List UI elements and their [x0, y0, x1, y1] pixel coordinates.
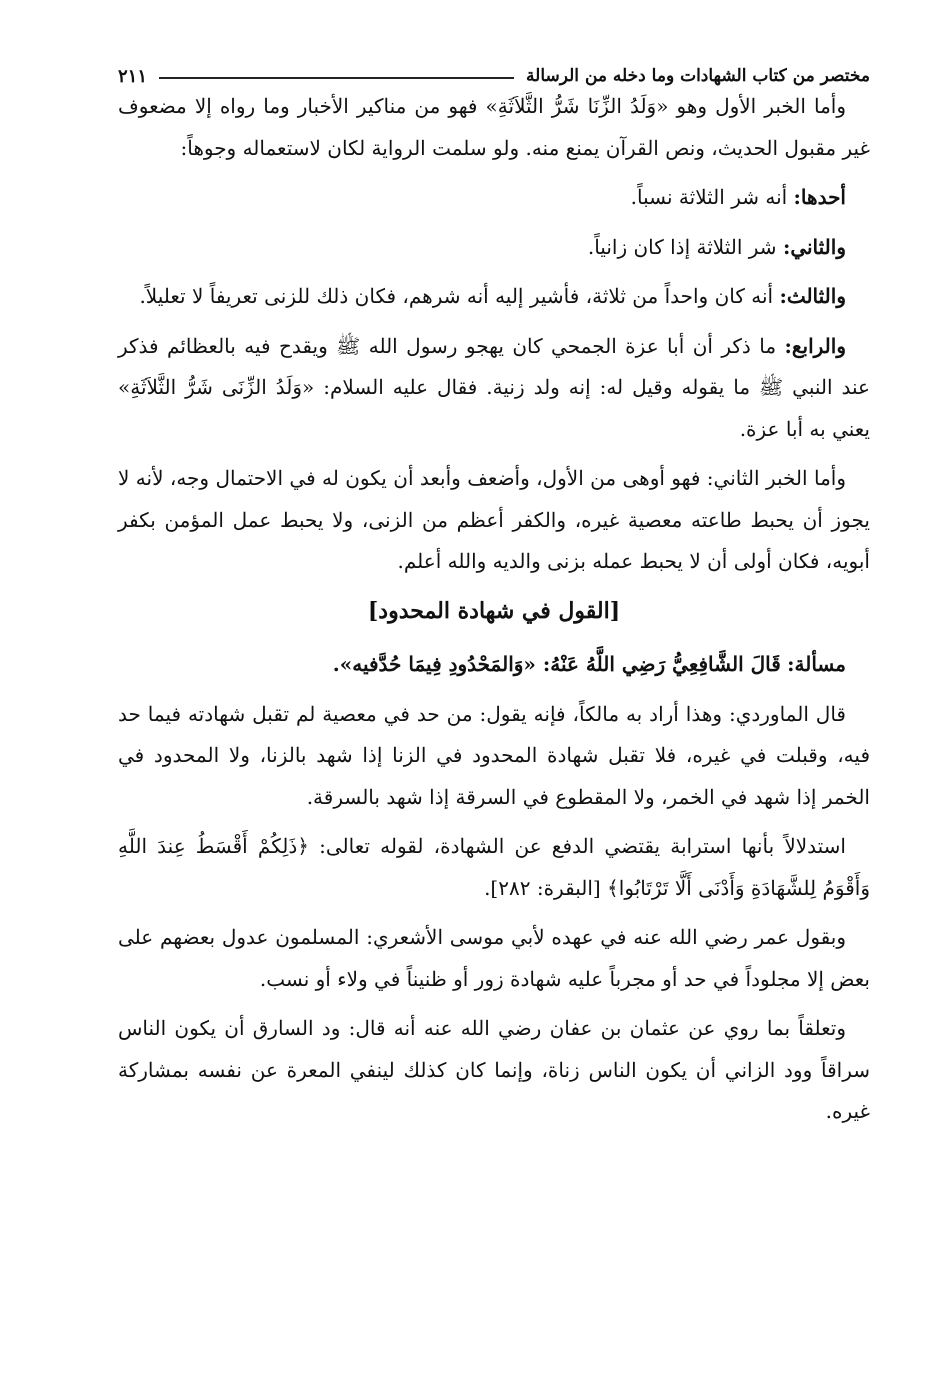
paragraph	[118, 177, 870, 219]
point-label: أحدها:	[793, 185, 846, 209]
section-heading: [القول في شهادة المحدود]	[367, 597, 621, 624]
point-label: والثالث:	[779, 284, 846, 308]
point-label: والرابع:	[784, 333, 846, 358]
paragraph: وبقول عمر رضي الله عنه في عهده لأبي موسى الأشعري: المسلمون عدول بعضهم على بعض إلا مجلوداً في حد أو مجرباً عليه شهادة زور أو ظنيناً في ولاء أو نسب.	[118, 925, 870, 991]
paragraph: استدلالاً بأنها استرابة يقتضي الدفع عن الشهادة، لقوله تعالى: ﴿ذَلِكُمْ أَقْسَطُ عِندَ اللَّهِ وَأَقْوَمُ لِلشَّهَادَةِ وَأَدْنَى أَلَّا تَرْتَابُوا﴾ [البقرة: ٢٨٢].	[118, 834, 870, 900]
paragraph: وأما الخبر الثاني: فهو أوهى من الأول، وأضعف وأبعد أن يكون له في الاحتمال وجه، لأنه لا يجوز أن يحبط طاعته معصية غيره، والكفر أعظم من الزنى، ولا يحبط عمل المؤمن بكفر أبويه، فكان أولى أن لا يحبط عمله بزنى والديه والله أعلم.	[118, 466, 870, 573]
point-text: أنه شر الثلاثة نسباً.	[630, 185, 788, 209]
page-header	[118, 58, 870, 94]
page-number: ٢١١	[118, 65, 148, 87]
page-body	[118, 86, 870, 1133]
running-title: مختصر من كتاب الشهادات وما دخله من الرسالة	[526, 66, 870, 86]
paragraph: وتعلقاً بما روي عن عثمان بن عفان رضي الله عنه أنه قال: ود السارق أن يكون الناس سراقاً وود الزاني أن يكون الناس زناة، وإنما كان كذلك لينفي المعرة عن نفسه بمشاركة غيره.	[118, 1016, 871, 1123]
paragraph	[118, 326, 870, 451]
paragraph	[118, 227, 870, 269]
point-text: شر الثلاثة إذا كان زانياً.	[587, 234, 777, 259]
book-page	[118, 58, 870, 1338]
case-label: مسألة:	[787, 652, 846, 676]
case-quote: قَالَ الشَّافِعِيُّ رَضِي اللَّهُ عَنْهُ: «وَالمَحْدُودِ فِيمَا حُدَّفيه».	[332, 652, 781, 676]
case-paragraph	[118, 644, 870, 686]
paragraph: وأما الخبر الأول وهو «وَلَدُ الزِّنَا شَرُّ الثَّلاَثَةِ» فهو من مناكير الأخبار وما رواه إلا مضعوف غير مقبول الحديث، ونص القرآن يمنع منه. ولو سلمت الرواية لكان لاستعماله وجوهاً:	[118, 94, 870, 160]
header-rule	[159, 77, 514, 79]
paragraph	[118, 276, 870, 318]
point-label: والثاني:	[782, 234, 846, 259]
paragraph: قال الماوردي: وهذا أراد به مالكاً، فإنه يقول: من حد في معصية لم تقبل شهادته فيما حد فيه، وقبلت في غيره، فلا تقبل شهادة المحدود في الزنا إذا شهد بالزنا، ولا المحدود في الخمر إذا شهد في الخمر، ولا المقطوع في السرقة إذا شهد بالسرقة.	[118, 701, 870, 809]
point-text: أنه كان واحداً من ثلاثة، فأشير إليه أنه شرهم، فكان ذلك للزنى تعريفاً لا تعليلاً.	[139, 284, 774, 308]
point-text: ما ذكر أن أبا عزة الجمحي كان يهجو رسول الله ﷺ ويقدح فيه بالعظائم فذكر عند النبي ﷺ ما يقوله وقيل له: إنه ولد زنية. فقال عليه السلام: «وَلَدُ الزِّنَى شَرُّ الثَّلاَثَةِ» يعني به أبا عزة.	[118, 333, 870, 441]
